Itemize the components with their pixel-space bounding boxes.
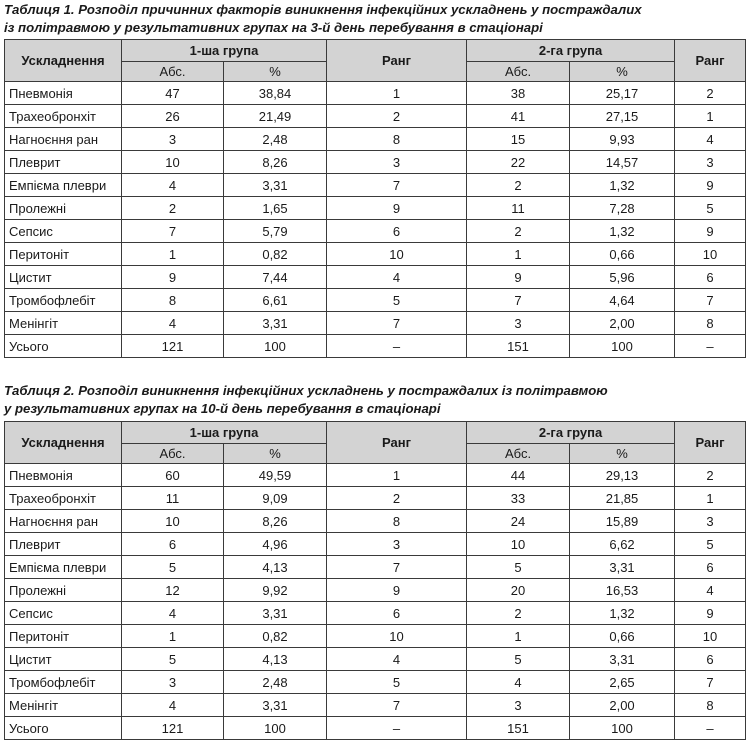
cell-abs-group-2: 38 [467, 82, 570, 105]
header-rank-group-1: Ранг [327, 40, 467, 82]
table-2-caption-line-2: у результативних групах на 10-й день перебування в стаціонарі [4, 401, 441, 416]
cell-abs-group-1: 26 [122, 105, 224, 128]
table-1-caption-line-2: із політравмою у результативних групах на 3-й день перебування в стаціонарі [4, 20, 543, 35]
cell-rank-group-1: 10 [327, 243, 467, 266]
cell-abs-group-2: 5 [467, 648, 570, 671]
cell-rank-group-2: 7 [675, 289, 746, 312]
cell-abs-group-1: 10 [122, 510, 224, 533]
cell-abs-group-1: 5 [122, 556, 224, 579]
table-row [5, 694, 746, 717]
cell-abs-group-2: 10 [467, 533, 570, 556]
cell-abs-group-2: 2 [467, 602, 570, 625]
cell-rank-group-1: 8 [327, 510, 467, 533]
cell-abs-group-1: 47 [122, 82, 224, 105]
header-complications: Ускладнення [5, 40, 122, 82]
cell-pct-group-2: 6,62 [570, 533, 675, 556]
header-pct-group-1: % [224, 444, 327, 464]
table-row [5, 105, 746, 128]
cell-complication: Пролежні [5, 579, 122, 602]
cell-rank-group-1: 3 [327, 533, 467, 556]
cell-complication: Менінгіт [5, 312, 122, 335]
cell-abs-group-1: 3 [122, 671, 224, 694]
header-group-1: 1-ша група [122, 40, 327, 62]
cell-complication: Цистит [5, 266, 122, 289]
table-row [5, 579, 746, 602]
cell-abs-group-2: 3 [467, 694, 570, 717]
cell-complication: Сепсис [5, 602, 122, 625]
table-2-caption [4, 382, 608, 418]
cell-pct-group-1: 100 [224, 717, 327, 740]
table-row [5, 464, 746, 487]
table-row [5, 82, 746, 105]
cell-rank-group-2: 8 [675, 312, 746, 335]
cell-abs-group-2: 7 [467, 289, 570, 312]
cell-rank-group-1: 2 [327, 105, 467, 128]
cell-abs-group-1: 11 [122, 487, 224, 510]
cell-complication: Нагноєння ран [5, 510, 122, 533]
table-1-body [5, 82, 746, 358]
cell-abs-group-1: 5 [122, 648, 224, 671]
cell-rank-group-2: 9 [675, 220, 746, 243]
cell-abs-group-2: 3 [467, 312, 570, 335]
cell-rank-group-1: 8 [327, 128, 467, 151]
cell-rank-group-1: 1 [327, 82, 467, 105]
table-row [5, 220, 746, 243]
cell-pct-group-2: 5,96 [570, 266, 675, 289]
cell-pct-group-1: 5,79 [224, 220, 327, 243]
cell-abs-group-2: 24 [467, 510, 570, 533]
cell-complication: Цистит [5, 648, 122, 671]
cell-abs-group-1: 12 [122, 579, 224, 602]
table-row [5, 533, 746, 556]
cell-pct-group-1: 4,13 [224, 556, 327, 579]
table-row [5, 243, 746, 266]
table-row [5, 266, 746, 289]
table-row [5, 671, 746, 694]
cell-pct-group-1: 8,26 [224, 510, 327, 533]
cell-rank-group-1: – [327, 335, 467, 358]
cell-rank-group-1: 7 [327, 312, 467, 335]
cell-rank-group-2: 6 [675, 266, 746, 289]
cell-rank-group-1: 2 [327, 487, 467, 510]
cell-pct-group-2: 2,00 [570, 312, 675, 335]
cell-rank-group-1: 1 [327, 464, 467, 487]
cell-complication: Пролежні [5, 197, 122, 220]
cell-pct-group-1: 4,96 [224, 533, 327, 556]
cell-rank-group-1: 7 [327, 174, 467, 197]
cell-pct-group-2: 2,65 [570, 671, 675, 694]
header-abs-group-1: Абс. [122, 62, 224, 82]
cell-rank-group-2: 2 [675, 82, 746, 105]
cell-rank-group-2: 10 [675, 243, 746, 266]
header-abs-group-1: Абс. [122, 444, 224, 464]
cell-rank-group-2: 1 [675, 105, 746, 128]
cell-rank-group-2: 6 [675, 556, 746, 579]
cell-complication: Усього [5, 717, 122, 740]
cell-abs-group-1: 1 [122, 243, 224, 266]
cell-rank-group-1: 4 [327, 266, 467, 289]
cell-rank-group-2: 2 [675, 464, 746, 487]
cell-rank-group-2: 3 [675, 151, 746, 174]
header-rank-group-2: Ранг [675, 422, 746, 464]
cell-pct-group-2: 14,57 [570, 151, 675, 174]
cell-pct-group-2: 1,32 [570, 174, 675, 197]
cell-pct-group-2: 0,66 [570, 243, 675, 266]
cell-abs-group-2: 9 [467, 266, 570, 289]
header-pct-group-2: % [570, 62, 675, 82]
cell-rank-group-2: 8 [675, 694, 746, 717]
cell-abs-group-2: 41 [467, 105, 570, 128]
cell-abs-group-1: 3 [122, 128, 224, 151]
cell-abs-group-1: 7 [122, 220, 224, 243]
cell-pct-group-1: 7,44 [224, 266, 327, 289]
cell-rank-group-2: 4 [675, 128, 746, 151]
cell-pct-group-1: 0,82 [224, 625, 327, 648]
table-row [5, 556, 746, 579]
cell-rank-group-2: 1 [675, 487, 746, 510]
cell-rank-group-1: 10 [327, 625, 467, 648]
cell-pct-group-1: 38,84 [224, 82, 327, 105]
cell-pct-group-2: 100 [570, 335, 675, 358]
table-2-body [5, 464, 746, 740]
cell-pct-group-2: 3,31 [570, 648, 675, 671]
table-row [5, 602, 746, 625]
table-1-caption-line-1: Таблиця 1. Розподіл причинних факторів виникнення інфекційних ускладнень у постраждалих [4, 2, 642, 17]
cell-pct-group-2: 0,66 [570, 625, 675, 648]
header-complications: Ускладнення [5, 422, 122, 464]
cell-abs-group-1: 9 [122, 266, 224, 289]
cell-abs-group-1: 1 [122, 625, 224, 648]
cell-pct-group-1: 3,31 [224, 694, 327, 717]
table-1-caption [4, 1, 642, 37]
header-abs-group-2: Абс. [467, 62, 570, 82]
cell-pct-group-1: 1,65 [224, 197, 327, 220]
table-row [5, 335, 746, 358]
cell-abs-group-2: 20 [467, 579, 570, 602]
table-row [5, 312, 746, 335]
cell-abs-group-2: 2 [467, 220, 570, 243]
cell-complication: Сепсис [5, 220, 122, 243]
cell-rank-group-1: 9 [327, 579, 467, 602]
cell-complication: Плеврит [5, 533, 122, 556]
cell-pct-group-2: 1,32 [570, 220, 675, 243]
cell-complication: Пневмонія [5, 82, 122, 105]
cell-complication: Тромбофлебіт [5, 289, 122, 312]
cell-pct-group-1: 9,09 [224, 487, 327, 510]
cell-abs-group-2: 11 [467, 197, 570, 220]
cell-abs-group-1: 4 [122, 694, 224, 717]
cell-pct-group-1: 8,26 [224, 151, 327, 174]
cell-rank-group-2: 4 [675, 579, 746, 602]
cell-rank-group-1: – [327, 717, 467, 740]
cell-pct-group-1: 3,31 [224, 312, 327, 335]
cell-rank-group-1: 9 [327, 197, 467, 220]
header-group-2: 2-га група [467, 422, 675, 444]
cell-complication: Тромбофлебіт [5, 671, 122, 694]
cell-abs-group-1: 60 [122, 464, 224, 487]
cell-pct-group-1: 21,49 [224, 105, 327, 128]
cell-abs-group-2: 5 [467, 556, 570, 579]
header-rank-group-1: Ранг [327, 422, 467, 464]
cell-pct-group-1: 4,13 [224, 648, 327, 671]
cell-pct-group-1: 49,59 [224, 464, 327, 487]
cell-rank-group-2: – [675, 717, 746, 740]
cell-complication: Пневмонія [5, 464, 122, 487]
cell-abs-group-2: 151 [467, 717, 570, 740]
cell-complication: Усього [5, 335, 122, 358]
cell-rank-group-1: 3 [327, 151, 467, 174]
header-abs-group-2: Абс. [467, 444, 570, 464]
cell-abs-group-1: 4 [122, 174, 224, 197]
cell-abs-group-1: 6 [122, 533, 224, 556]
cell-abs-group-2: 44 [467, 464, 570, 487]
cell-rank-group-1: 7 [327, 556, 467, 579]
cell-rank-group-2: 6 [675, 648, 746, 671]
header-pct-group-2: % [570, 444, 675, 464]
cell-pct-group-1: 3,31 [224, 602, 327, 625]
cell-rank-group-2: 10 [675, 625, 746, 648]
cell-rank-group-1: 5 [327, 289, 467, 312]
cell-pct-group-2: 7,28 [570, 197, 675, 220]
cell-complication: Емпієма плеври [5, 174, 122, 197]
cell-pct-group-2: 100 [570, 717, 675, 740]
cell-abs-group-2: 1 [467, 243, 570, 266]
cell-pct-group-1: 9,92 [224, 579, 327, 602]
table-1 [4, 39, 746, 358]
cell-abs-group-2: 2 [467, 174, 570, 197]
table-row [5, 128, 746, 151]
cell-complication: Нагноєння ран [5, 128, 122, 151]
cell-abs-group-1: 121 [122, 335, 224, 358]
cell-pct-group-2: 3,31 [570, 556, 675, 579]
cell-pct-group-2: 15,89 [570, 510, 675, 533]
cell-pct-group-1: 2,48 [224, 128, 327, 151]
cell-complication: Трахеобронхіт [5, 487, 122, 510]
cell-pct-group-2: 21,85 [570, 487, 675, 510]
cell-complication: Перитоніт [5, 625, 122, 648]
cell-pct-group-2: 9,93 [570, 128, 675, 151]
table-2-caption-line-1: Таблиця 2. Розподіл виникнення інфекційних ускладнень у постраждалих із політравмою [4, 383, 608, 398]
header-group-1: 1-ша група [122, 422, 327, 444]
cell-abs-group-1: 121 [122, 717, 224, 740]
cell-pct-group-2: 27,15 [570, 105, 675, 128]
cell-pct-group-2: 4,64 [570, 289, 675, 312]
cell-rank-group-2: 5 [675, 533, 746, 556]
cell-abs-group-1: 10 [122, 151, 224, 174]
cell-rank-group-1: 4 [327, 648, 467, 671]
cell-abs-group-2: 33 [467, 487, 570, 510]
cell-rank-group-2: – [675, 335, 746, 358]
cell-rank-group-2: 3 [675, 510, 746, 533]
cell-pct-group-2: 29,13 [570, 464, 675, 487]
cell-abs-group-1: 4 [122, 602, 224, 625]
table-2 [4, 421, 746, 740]
cell-rank-group-2: 5 [675, 197, 746, 220]
cell-pct-group-1: 2,48 [224, 671, 327, 694]
cell-complication: Емпієма плеври [5, 556, 122, 579]
cell-complication: Трахеобронхіт [5, 105, 122, 128]
cell-pct-group-1: 6,61 [224, 289, 327, 312]
table-row [5, 648, 746, 671]
table-row [5, 174, 746, 197]
table-row [5, 510, 746, 533]
cell-complication: Перитоніт [5, 243, 122, 266]
header-rank-group-2: Ранг [675, 40, 746, 82]
cell-pct-group-2: 16,53 [570, 579, 675, 602]
cell-rank-group-1: 6 [327, 220, 467, 243]
cell-abs-group-1: 8 [122, 289, 224, 312]
table-row [5, 289, 746, 312]
cell-pct-group-2: 25,17 [570, 82, 675, 105]
cell-rank-group-1: 6 [327, 602, 467, 625]
table-row [5, 197, 746, 220]
cell-complication: Плеврит [5, 151, 122, 174]
cell-rank-group-2: 7 [675, 671, 746, 694]
cell-rank-group-1: 7 [327, 694, 467, 717]
cell-rank-group-1: 5 [327, 671, 467, 694]
header-group-2: 2-га група [467, 40, 675, 62]
table-row [5, 151, 746, 174]
cell-rank-group-2: 9 [675, 602, 746, 625]
cell-abs-group-2: 151 [467, 335, 570, 358]
cell-pct-group-2: 1,32 [570, 602, 675, 625]
cell-pct-group-1: 100 [224, 335, 327, 358]
cell-rank-group-2: 9 [675, 174, 746, 197]
cell-complication: Менінгіт [5, 694, 122, 717]
cell-pct-group-2: 2,00 [570, 694, 675, 717]
cell-pct-group-1: 3,31 [224, 174, 327, 197]
table-row [5, 717, 746, 740]
cell-abs-group-2: 1 [467, 625, 570, 648]
table-row [5, 625, 746, 648]
cell-pct-group-1: 0,82 [224, 243, 327, 266]
cell-abs-group-1: 4 [122, 312, 224, 335]
table-row [5, 487, 746, 510]
cell-abs-group-2: 22 [467, 151, 570, 174]
cell-abs-group-2: 15 [467, 128, 570, 151]
cell-abs-group-2: 4 [467, 671, 570, 694]
cell-abs-group-1: 2 [122, 197, 224, 220]
header-pct-group-1: % [224, 62, 327, 82]
